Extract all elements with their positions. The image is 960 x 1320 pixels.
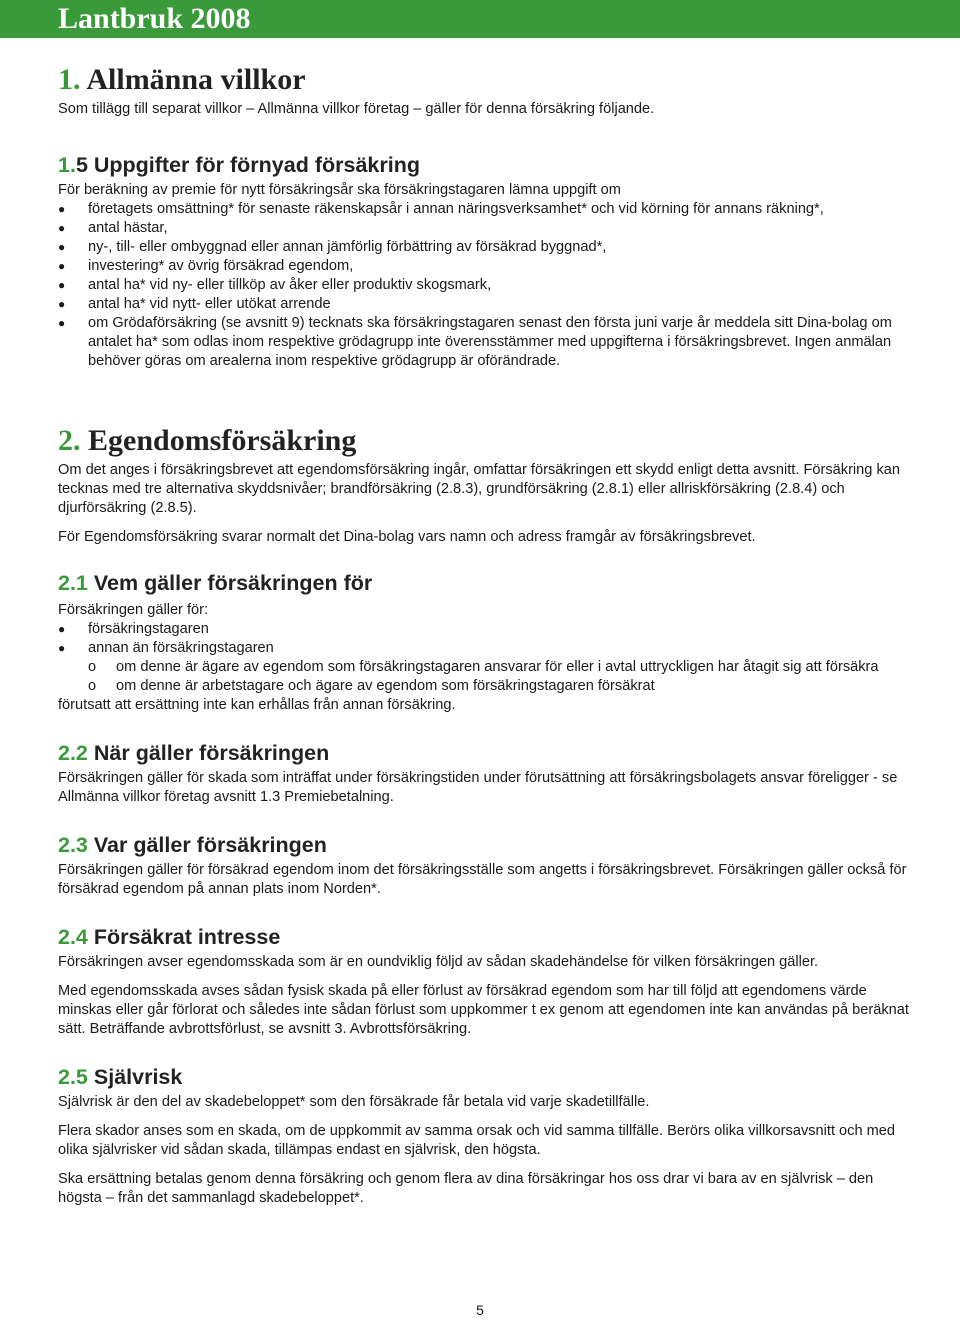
section-2-5-paragraph: Självrisk är den del av skadebeloppet* som den försäkrade får betala vid varje skadetillfälle. xyxy=(58,1094,650,1110)
bullet-icon: ● xyxy=(58,622,66,636)
section-2-2-paragraph: Försäkringen gäller för skada som inträffat under försäkringstiden under förutsättning att försäkringsbolagets ansvar föreligger - se Allmänna villkor företag avsnitt 1.3 Premiebetalning. xyxy=(58,770,898,805)
section-2-paragraph: För Egendomsförsäkring svarar normalt det Dina-bolag vars namn och adress framgår av försäkringsbrevet. xyxy=(58,529,756,545)
bullet-icon: ● xyxy=(58,278,66,292)
section-2-2-title: När gäller försäkringen xyxy=(93,741,330,765)
section-2-3-heading xyxy=(58,831,918,859)
section-2-1-number: 2.1 xyxy=(58,571,88,595)
list-item: ● antal hästar, xyxy=(58,220,168,236)
header-bar xyxy=(0,0,960,38)
section-2-1-list xyxy=(58,620,918,696)
section-2-1-intro: Försäkringen gäller för: xyxy=(58,602,209,618)
bullet-icon: ● xyxy=(58,221,66,235)
section-2-1-title: Vem gäller försäkringen för xyxy=(93,571,373,595)
bullet-icon: ● xyxy=(58,240,66,254)
section-2-3-number: 2.3 xyxy=(58,833,88,857)
section-2-4-paragraph: Med egendomsskada avses sådan fysisk skada på eller förlust av försäkrad egendom som har till följd att egendomens värde minskas eller går förlorat och således inte sådan förlust som uppkommer t ex genom att egendomen inte kan användas på beräknat sätt. Beträffande avbrottsförlust, se avsnitt 3. Avbrottsförsäkring. xyxy=(58,983,909,1037)
section-2-3-paragraph: Försäkringen gäller för försäkrad egendom inom det försäkringsställe som angetts i försäkringsbrevet. Försäkringen gäller också för försäkrad egendom på annan plats inom Norden*. xyxy=(58,862,907,897)
sub-list-item: o om denne är arbetstagare och ägare av egendom som försäkringstagaren försäkrat xyxy=(88,678,655,694)
section-2-5-title: Självrisk xyxy=(93,1065,183,1089)
section-2-5-paragraph: Flera skador anses som en skada, om de uppkommit av samma orsak och vid samma tillfälle. Berörs olika villkorsavsnitt och med olika självrisker vid sådan skada, tillämpas endast en självrisk, den högsta. xyxy=(58,1123,896,1158)
bullet-icon: ● xyxy=(58,202,66,216)
bullet-icon: ● xyxy=(58,316,66,330)
section-1-5-title: 5 Uppgifter för förnyad försäkring xyxy=(75,153,420,177)
document-title: Lantbruk 2008 xyxy=(58,2,251,35)
section-1-number: 1. xyxy=(58,63,81,96)
section-2-4-number: 2.4 xyxy=(58,925,88,949)
section-2-5-heading xyxy=(58,1063,918,1091)
section-2-5-number: 2.5 xyxy=(58,1065,88,1089)
section-1-5-heading xyxy=(58,151,918,179)
list-item: ● företagets omsättning* för senaste räkenskapsår i annan näringsverksamhet* och vid körning för annans räkning*, xyxy=(58,201,824,217)
section-2-title: Egendomsförsäkring xyxy=(88,424,357,457)
section-2-3-title: Var gäller försäkringen xyxy=(93,833,327,857)
section-2-heading xyxy=(58,423,918,459)
section-2-4-heading xyxy=(58,923,918,951)
bullet-icon: ● xyxy=(58,641,66,655)
section-2-paragraph: Om det anges i försäkringsbrevet att egendomsförsäkring ingår, omfattar försäkringen ett skydd enligt detta avsnitt. Försäkring kan tecknas med tre alternativa skyddsnivåer; brandförsäkring (2.8.3), grundförsäkring (2.8.1) eller allriskförsäkring (2.8.4) och djurförsäkring (2.8.5). xyxy=(58,462,900,516)
page-number: 5 xyxy=(476,1302,484,1318)
circle-bullet-icon: o xyxy=(88,659,97,675)
section-2-4-title: Försäkrat intresse xyxy=(93,925,281,949)
list-item: ● om Grödaförsäkring (se avsnitt 9) tecknats ska försäkringstagaren senast den första juni varje år meddela sitt Dina-bolag om antalet ha* som odlas inom respektive grödagrupp inte överensstämmer med uppgifterna i försäkringsbrevet. Ingen anmälan behöver göras om arealerna inom respektive grödagrupp är oförändrade. xyxy=(58,315,892,369)
list-item: ● försäkringstagaren xyxy=(58,621,209,637)
section-1-5-list xyxy=(58,200,918,371)
section-1-heading xyxy=(58,62,918,98)
section-2-4-paragraph: Försäkringen avser egendomsskada som är en oundviklig följd av sådan skadehändelse för vilken försäkringen gäller. xyxy=(58,954,819,970)
bullet-icon: ● xyxy=(58,259,66,273)
section-2-number: 2. xyxy=(58,424,81,457)
section-1-title: Allmänna villkor xyxy=(86,63,306,96)
section-2-1-heading xyxy=(58,569,918,597)
section-2-2-number: 2.2 xyxy=(58,741,88,765)
list-item: ● ny-, till- eller ombyggnad eller annan jämförlig förbättring av försäkrad byggnad*, xyxy=(58,239,607,255)
section-2-1-outro: förutsatt att ersättning inte kan erhållas från annan försäkring. xyxy=(58,697,456,713)
sub-list-item: o om denne är ägare av egendom som försäkringstagaren ansvarar för eller i avtal uttryckligen har åtagit sig att försäkra xyxy=(88,659,879,675)
document-body xyxy=(58,62,918,1208)
section-1-5-intro: För beräkning av premie för nytt försäkringsår ska försäkringstagaren lämna uppgift om xyxy=(58,182,621,198)
list-item: ● investering* av övrig försäkrad egendom, xyxy=(58,258,354,274)
section-1-5-number: 1. xyxy=(58,153,76,177)
list-item: ● antal ha* vid ny- eller tillköp av åker eller produktiv skogsmark, xyxy=(58,277,492,293)
list-item: ● antal ha* vid nytt- eller utökat arrende xyxy=(58,296,331,312)
section-2-5-paragraph: Ska ersättning betalas genom denna försäkring och genom flera av dina försäkringar hos oss drar vi bara av en självrisk – den högsta – från det sammanlagd skadebeloppet*. xyxy=(58,1171,874,1206)
circle-bullet-icon: o xyxy=(88,678,97,694)
bullet-icon: ● xyxy=(58,297,66,311)
list-item: ● annan än försäkringstagaren xyxy=(58,640,274,656)
section-1-intro: Som tillägg till separat villkor – Allmänna villkor företag – gäller för denna försäkring följande. xyxy=(58,101,655,117)
section-2-2-heading xyxy=(58,739,918,767)
